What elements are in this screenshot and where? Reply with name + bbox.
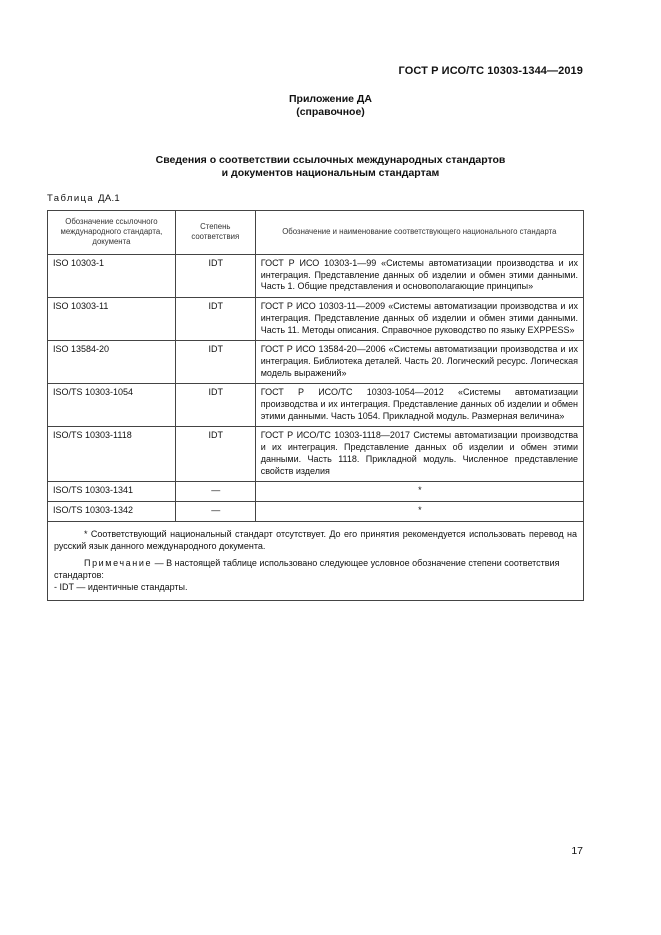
table-row bbox=[48, 384, 584, 427]
annex-heading bbox=[0, 93, 661, 119]
table-row bbox=[48, 482, 584, 502]
section-heading-line-1: Сведения о соответствии ссылочных международных стандартов bbox=[155, 154, 506, 166]
cell-reference: ISO/TS 10303-1341 bbox=[48, 482, 176, 502]
column-header-degree: Степень соответствия bbox=[175, 211, 255, 255]
cell-national: ГОСТ Р ИСО 10303-1—99 «Системы автоматизации производства и их интеграция. Представление данных об изделии и обмен этими данными. Часть 1. Общие представления и основополагающие принципы» bbox=[255, 255, 583, 298]
table-header-row bbox=[48, 211, 584, 255]
note-label: Примечание bbox=[84, 557, 153, 568]
note-text: — В настоящей таблице использовано следующее условное обозначение степени соответствия стандартов: bbox=[54, 557, 560, 580]
cell-national: ГОСТ Р ИСО 10303-11—2009 «Системы автоматизации производства и их интеграция. Представление данных об изделии и обмен этими данными. Часть 11. Методы описания. Справочное руководство по языку EXPPESS» bbox=[255, 298, 583, 341]
table-notes bbox=[48, 521, 584, 600]
cell-degree: IDT bbox=[175, 255, 255, 298]
section-heading-line-2: и документов национальным стандартам bbox=[221, 167, 440, 179]
table-caption bbox=[47, 193, 120, 204]
table-row bbox=[48, 341, 584, 384]
note-item: - IDT — идентичные стандарты. bbox=[54, 581, 188, 592]
table-row bbox=[48, 298, 584, 341]
cell-reference: ISO/TS 10303-1342 bbox=[48, 501, 176, 521]
column-header-reference: Обозначение ссылочного международного стандарта, документа bbox=[48, 211, 176, 255]
document-code: ГОСТ Р ИСО/ТС 10303-1344—2019 bbox=[398, 65, 583, 77]
cell-degree: — bbox=[175, 501, 255, 521]
table-row bbox=[48, 427, 584, 482]
cell-national: * bbox=[255, 482, 583, 502]
cell-reference: ISO 10303-1 bbox=[48, 255, 176, 298]
annex-subtitle: (справочное) bbox=[296, 106, 365, 118]
cell-reference: ISO/TS 10303-1118 bbox=[48, 427, 176, 482]
cell-degree: IDT bbox=[175, 427, 255, 482]
table-footnote: * Соответствующий национальный стандарт отсутствует. До его принятия рекомендуется использовать перевод на русский язык данного международного документа. bbox=[54, 528, 577, 551]
table-row bbox=[48, 255, 584, 298]
table-caption-number: ДА.1 bbox=[98, 193, 121, 204]
page-number: 17 bbox=[571, 845, 583, 857]
cell-national: ГОСТ Р ИСО 13584-20—2006 «Системы автоматизации производства и их интеграция. Библиотека деталей. Часть 20. Логический ресурс. Логическая модель выражений» bbox=[255, 341, 583, 384]
cell-degree: IDT bbox=[175, 384, 255, 427]
cell-national: * bbox=[255, 501, 583, 521]
cell-reference: ISO 13584-20 bbox=[48, 341, 176, 384]
cell-degree: — bbox=[175, 482, 255, 502]
cell-national: ГОСТ Р ИСО/ТС 10303-1118—2017 Системы автоматизации производства и их интеграция. Представление данных об изделии и обмен этими данными. Часть 1118. Прикладной модуль. Численное представление свойств изделия bbox=[255, 427, 583, 482]
table-row bbox=[48, 501, 584, 521]
table-caption-label: Таблица bbox=[47, 193, 95, 204]
table-notes-row bbox=[48, 521, 584, 600]
cell-degree: IDT bbox=[175, 298, 255, 341]
cell-reference: ISO/TS 10303-1054 bbox=[48, 384, 176, 427]
cell-national: ГОСТ Р ИСО/ТС 10303-1054—2012 «Системы автоматизации производства и их интеграция. Представление данных об изделии и обмен этими данными. Часть 1054. Прикладной модуль. Размерная величина» bbox=[255, 384, 583, 427]
cell-reference: ISO 10303-11 bbox=[48, 298, 176, 341]
table-note bbox=[54, 557, 577, 581]
section-heading bbox=[0, 154, 661, 180]
cell-degree: IDT bbox=[175, 341, 255, 384]
annex-title: Приложение ДА bbox=[289, 93, 372, 105]
column-header-national: Обозначение и наименование соответствующего национального стандарта bbox=[255, 211, 583, 255]
correspondence-table bbox=[47, 210, 584, 601]
